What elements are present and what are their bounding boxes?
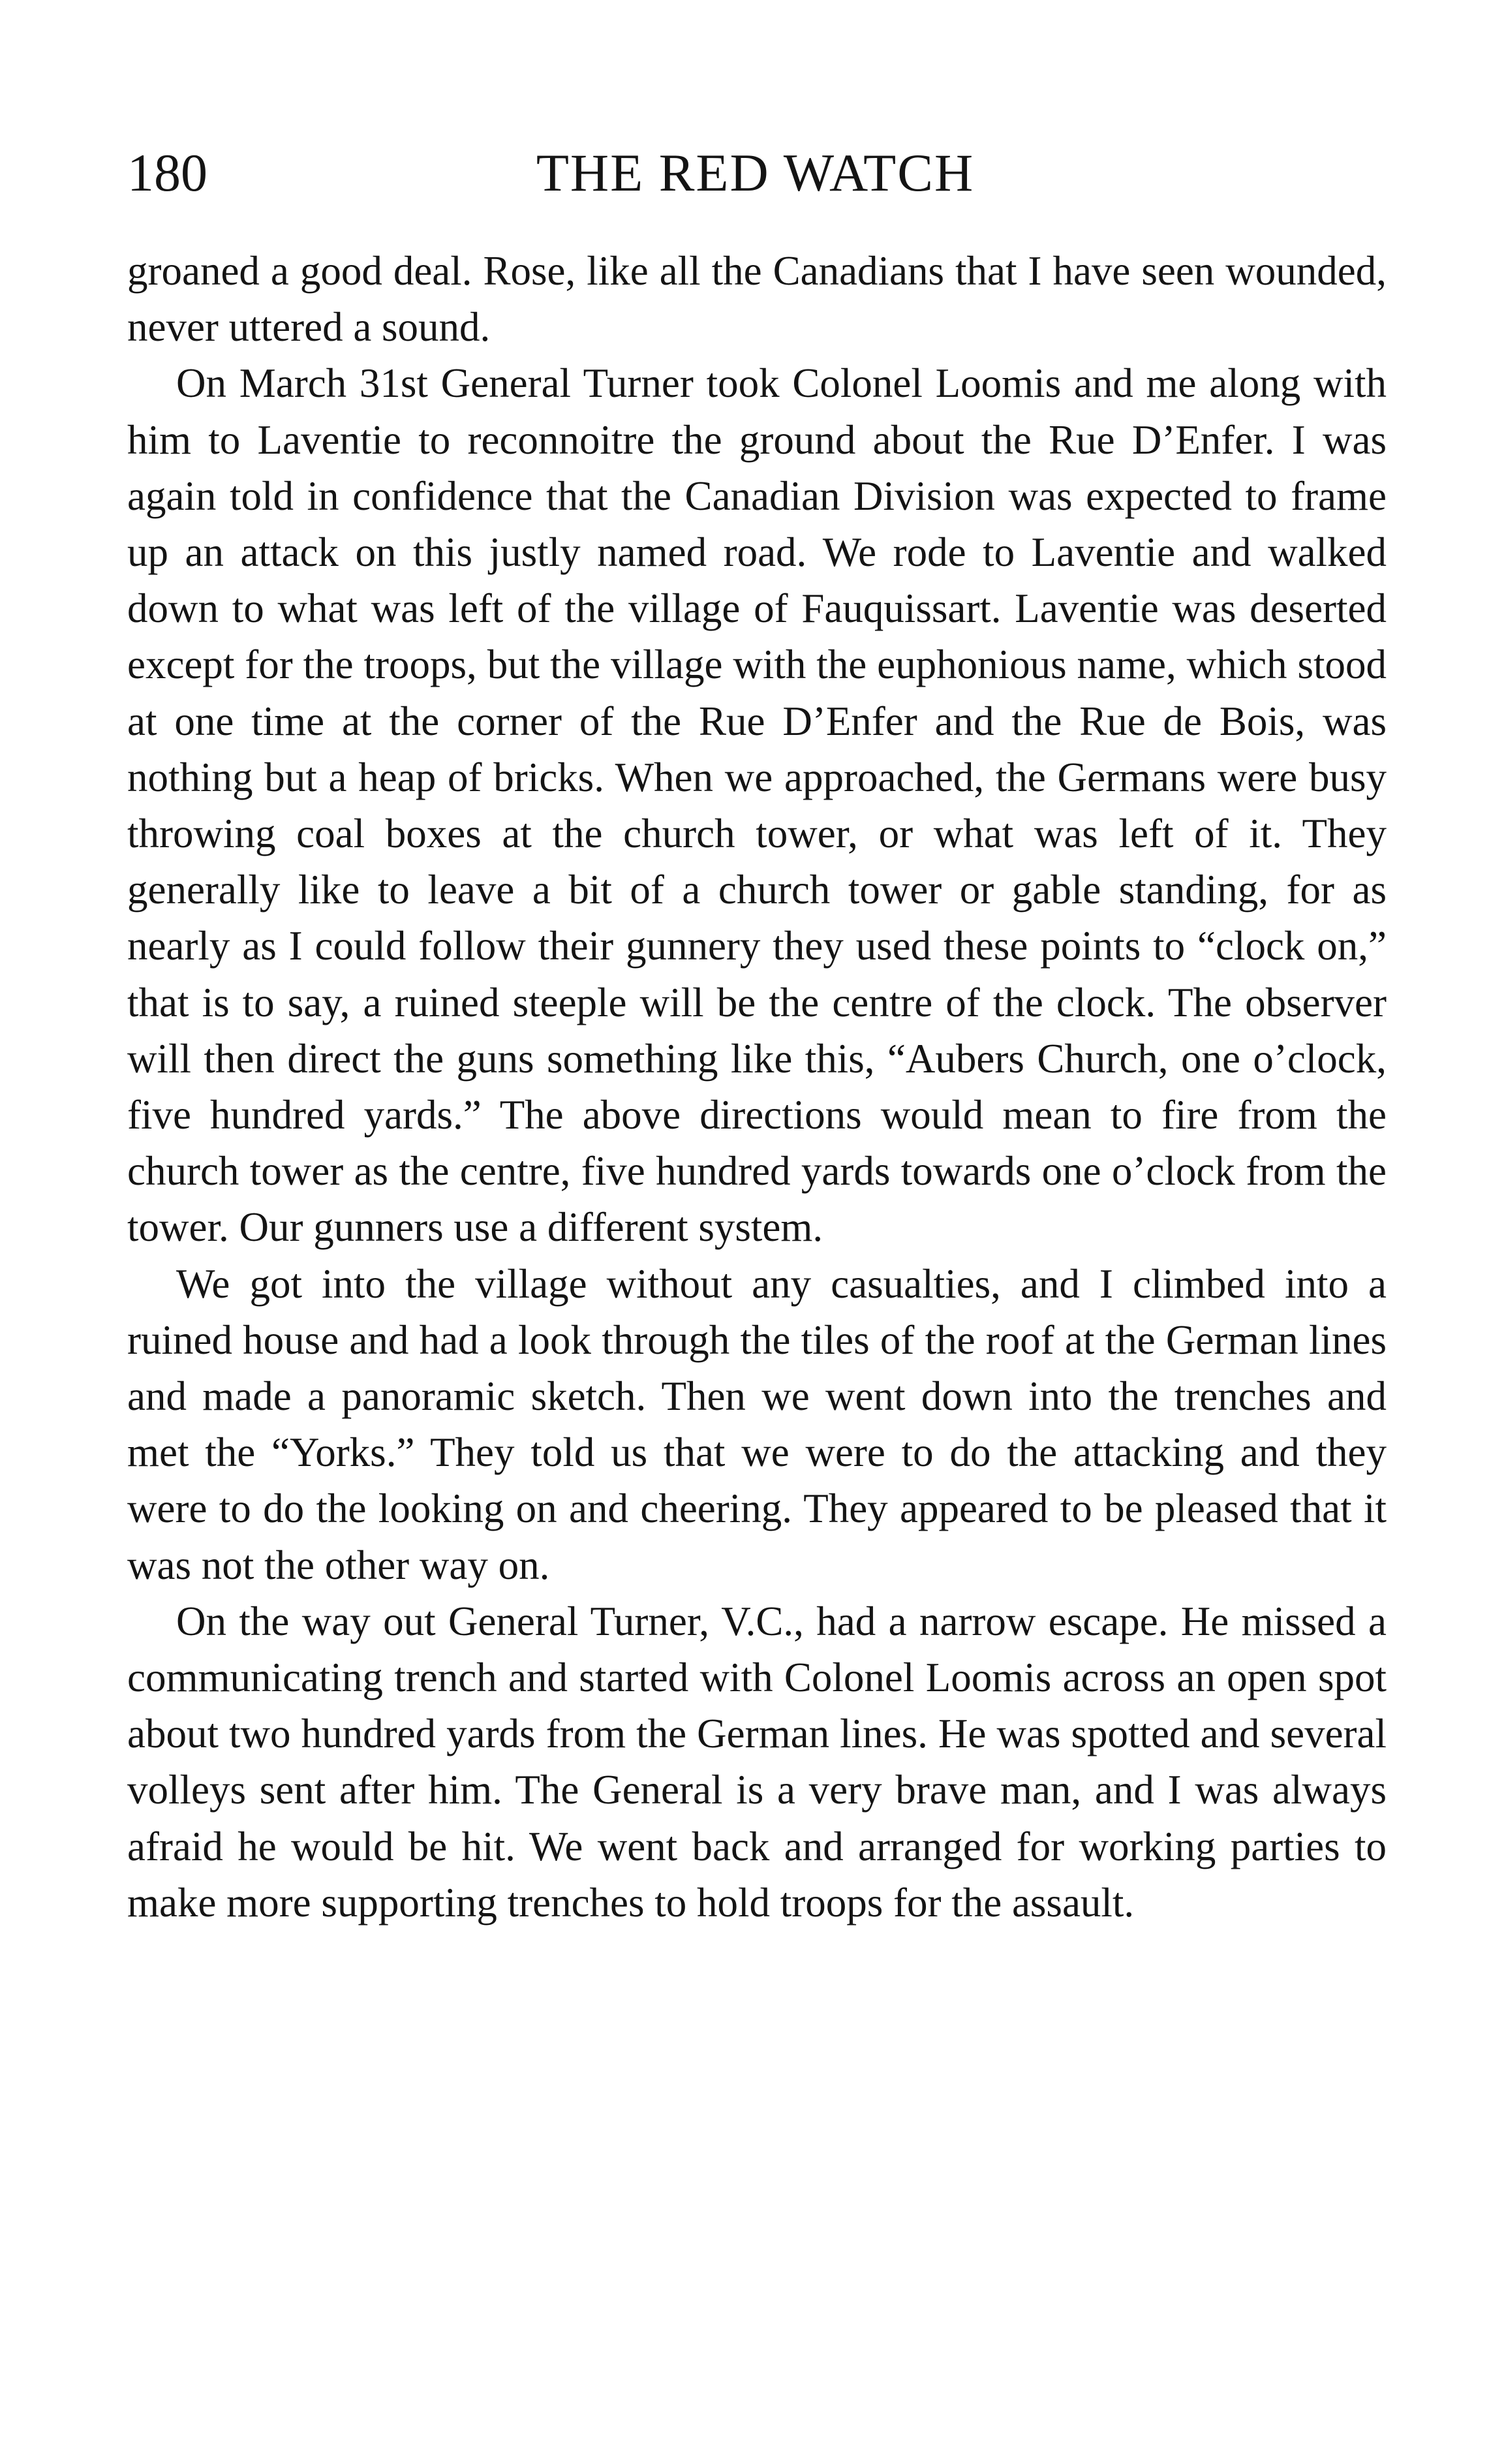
paragraph-continued: groaned a good deal. Rose, like all the Canadians that I have seen wounded, never uttered a sound.	[127, 248, 1387, 351]
paragraph: On March 31st General Turner took Colonel Loomis and me along with him to Laventie to reconnoitre the ground about the Rue D’Enfer. I was again told in confidence that the Canadian Division was expected to frame up an attack on this justly named road. We rode to Laventie and walked down to what was left of the village of Fauquissart. Laventie was deserted except for the troops, but the village with the euphonious name, which stood at one time at the corner of the Rue D’Enfer and the Rue de Bois, was nothing but a heap of bricks. When we approached, the Germans were busy throwing coal boxes at the church tower, or what was left of it. They generally like to leave a bit of a church tower or gable standing, for as nearly as I could follow their gunnery they used these points to “clock on,” that is to say, a ruined steeple will be the centre of the clock. The observer will then direct the guns something like this, “Aubers Church, one o’clock, five hundred yards.” The above directions would mean to fire from the church tower as the centre, five hundred yards towards one o’clock from the tower. Our gunners use a different system.	[127, 360, 1387, 1251]
body-text	[127, 243, 1387, 1931]
paragraph: We got into the village without any casualties, and I climbed into a ruined house and had a look through the tiles of the roof at the German lines and made a panoramic sketch. Then we went down into the trenches and met the “Yorks.” They told us that we were to do the attacking and they were to do the looking on and cheering. They appeared to be pleased that it was not the other way on.	[127, 1260, 1387, 1588]
running-title: THE RED WATCH	[536, 143, 975, 202]
page-number: 180	[127, 143, 207, 202]
page-header	[127, 140, 1383, 206]
paragraph: On the way out General Turner, V.C., had a narrow escape. He missed a communicating trench and started with Colonel Loomis across an open spot about two hundred yards from the German lines. He was spotted and several volleys sent after him. The General is a very brave man, and I was always afraid he would be hit. We went back and arranged for working parties to make more supporting trenches to hold troops for the assault.	[127, 1598, 1387, 1926]
